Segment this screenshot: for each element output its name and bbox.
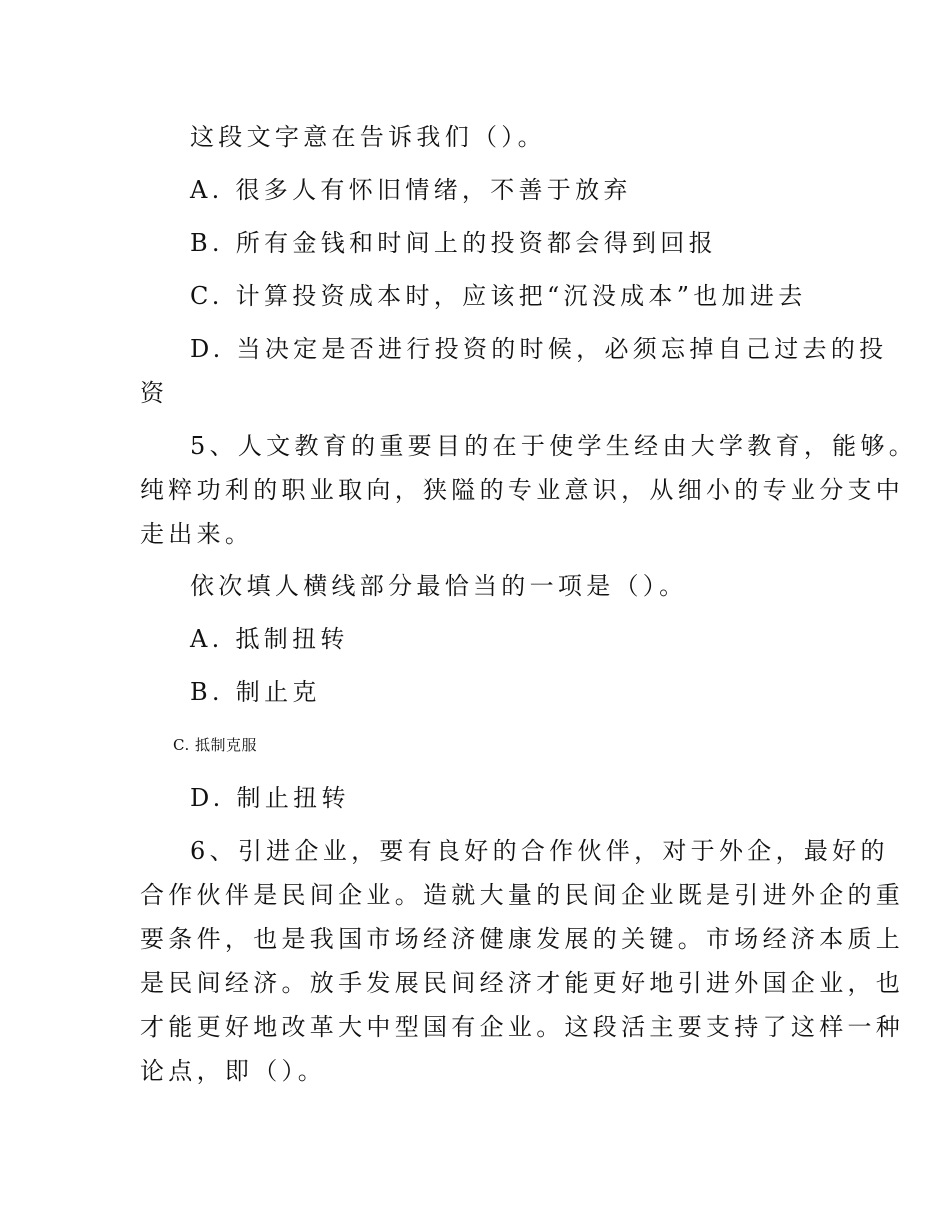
q6-stem-line-6: 论点，即（）。 [140,1057,327,1085]
q4-option-a: A. 很多人有怀旧情绪，不善于放弃 [190,176,632,204]
q6-stem-line-5: 才能更好地改革大中型国有企业。这段活主要支持了这样一种 [140,1013,905,1041]
q5-option-a: A. 抵制扭转 [190,625,349,653]
q4-prompt: 这段文字意在告诉我们（）。 [190,123,546,151]
q6-stem-line-3: 要条件，也是我国市场经济健康发展的关键。市场经济本质上 [140,925,905,953]
q6-stem-line-2: 合作伙伴是民间企业。造就大量的民间企业既是引进外企的重 [140,881,905,909]
q5-option-c: C. 抵制克服 [173,736,257,754]
q5-stem-line-3: 走出来。 [140,520,254,548]
q4-option-d-continued: 资 [140,379,169,407]
q4-option-d: D. 当决定是否进行投资的时候，必须忘掉自己过去的投 [190,335,888,363]
q4-option-c: C. 计算投资成本时，应该把“沉没成本”也加进去 [190,282,807,310]
q5-option-b: B. 制止克 [190,678,321,706]
q5-stem-line-1: 5、人文教育的重要目的在于使学生经由大学教育，能够。 [190,432,918,460]
q4-option-b: B. 所有金钱和时间上的投资都会得到回报 [190,229,717,257]
q6-stem-line-4: 是民间经济。放手发展民间经济才能更好地引进外国企业，也 [140,969,905,997]
q5-stem-line-2: 纯粹功利的职业取向，狭隘的专业意识，从细小的专业分支中 [140,476,905,504]
q5-option-d: D. 制止扭转 [190,784,350,812]
q6-stem-line-1: 6、引进企业，要有良好的合作伙伴，对于外企，最好的 [190,837,889,865]
q5-prompt: 依次填人横线部分最恰当的一项是（）。 [190,572,688,600]
